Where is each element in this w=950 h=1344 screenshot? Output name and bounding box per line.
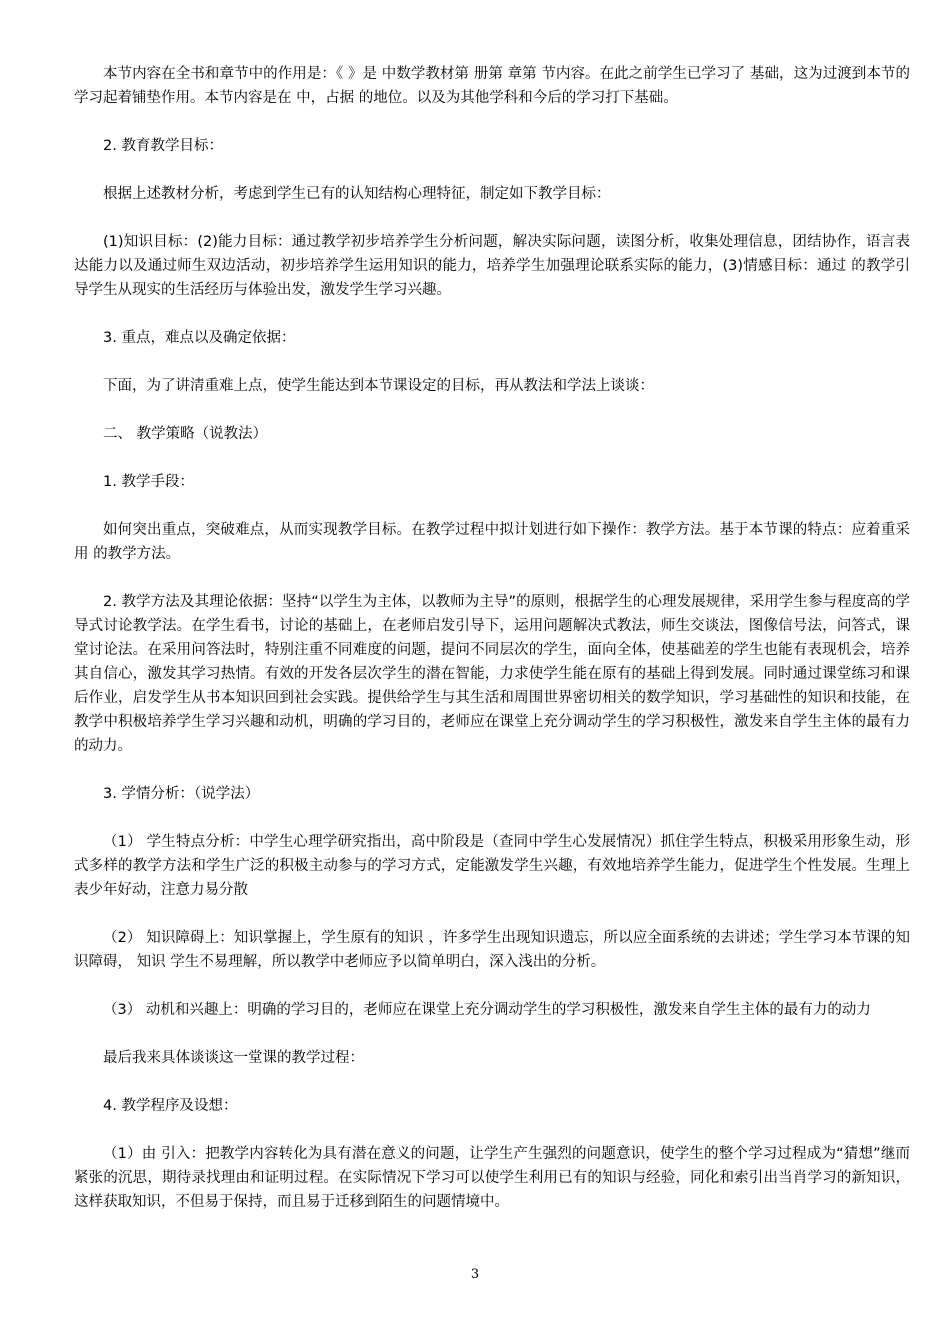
paragraph-student-traits: （1） 学生特点分析：中学生心理学研究指出，高中阶段是（查同中学生心发展情况）抓住学生特点，积极采用形象生动，形式多样的教学方法和学生广泛的积极主动参与的学习方式，定能激发学生兴趣，有效地培养学生能力，促进学生个性发展。生理上表少年好动，注意力易分散 (74, 834, 910, 898)
heading-teaching-strategy: 二、 教学策略（说教法） (103, 426, 268, 442)
paragraph-teaching-means: 如何突出重点，突破难点，从而实现教学目标。在教学过程中拟计划进行如下操作：教学方法。基于本节课的特点：应着重采用 的教学方法。 (74, 522, 910, 562)
paragraph-teaching-methods: 2. 教学方法及其理论依据：坚持“以学生为主体，以教师为主导”的原则，根据学生的心理发展规律，采用学生参与程度高的学导式讨论教学法。在学生看书，讨论的基础上，在老师启发引导下，运用问题解决式教法，师生交谈法，图像信号法，问答式，课堂讨论法。在采用问答法时，特别注重不同难度的问题，提问不同层次的学生，面向全体，使基础差的学生也能有表现机会，培养其自信心，激发其学习热情。有效的开发各层次学生的潜在智能，力求使学生能在原有的基础上得到发展。同时通过课堂练习和课后作业，启发学生从书本知识回到社会实践。提供给学生与其生活和周围世界密切相关的数学知识，学习基础性的知识和技能，在教学中积极培养学生学习兴趣和动机，明确的学习目的，老师应在课堂上充分调动学生的学习积极性，激发来自学生主体的最有力的动力。 (74, 594, 910, 754)
heading-student-analysis: 3. 学情分析：（说学法） (103, 786, 260, 802)
heading-teaching-procedure: 4. 教学程序及设想： (103, 1098, 238, 1114)
paragraph-goals-list: (1)知识目标：(2)能力目标：通过教学初步培养学生分析问题，解决实际问题，读图分析，收集处理信息，团结协作，语言表达能力以及通过师生双边活动，初步培养学生运用知识的能力，培养学生加强理论联系实际的能力，(3)情感目标：通过 的教学引导学生从现实的生活经历与体验出发，激发学生学习兴趣。 (74, 234, 910, 298)
paragraph-goals-intro: 根据上述教材分析，考虑到学生已有的认知结构心理特征，制定如下教学目标： (103, 186, 611, 202)
paragraph-motivation: （3） 动机和兴趣上：明确的学习目的，老师应在课堂上充分调动学生的学习积极性，激发来自学生主体的最有力的动力 (103, 1002, 871, 1018)
heading-teaching-means: 1. 教学手段： (103, 474, 194, 490)
paragraph-knowledge-obstacles: （2） 知识障碍上：知识掌握上，学生原有的知识 ，许多学生出现知识遗忘，所以应全面系统的去讲述；学生学习本节课的知识障碍， 知识 学生不易理解，所以教学中老师应予以简单明白，深入浅出的分析。 (74, 930, 910, 970)
document-body (74, 62, 910, 1238)
paragraph-transition: 下面，为了讲清重难上点，使学生能达到本节课设定的目标，再从教法和学法上谈谈： (103, 378, 654, 394)
heading-key-points: 3. 重点，难点以及确定依据： (103, 330, 296, 346)
page-number: 3 (470, 1267, 480, 1282)
paragraph-introduction-step: （1）由 引入：把教学内容转化为具有潜在意义的问题，让学生产生强烈的问题意识，使学生的整个学习过程成为“猜想”继而紧张的沉思，期待录找理由和证明过程。在实际情况下学习可以使学生利用已有的知识与经验，同化和索引出当肖学习的新知识，这样获取知识，不但易于保持，而且易于迁移到陌生的问题情境中。 (74, 1146, 910, 1210)
paragraph-process-intro: 最后我来具体谈谈这一堂课的教学过程： (103, 1050, 364, 1066)
heading-teaching-goals: 2. 教育教学目标： (103, 138, 223, 154)
paragraph-role-of-section: 本节内容在全书和章节中的作用是：《 》是 中数学教材第 册第 章第 节内容。在此之前学生已学习了 基础，这为过渡到本节的学习起着铺垫作用。本节内容是在 中，占据 的地位。以及为其他学科和今后的学习打下基础。 (74, 66, 910, 106)
